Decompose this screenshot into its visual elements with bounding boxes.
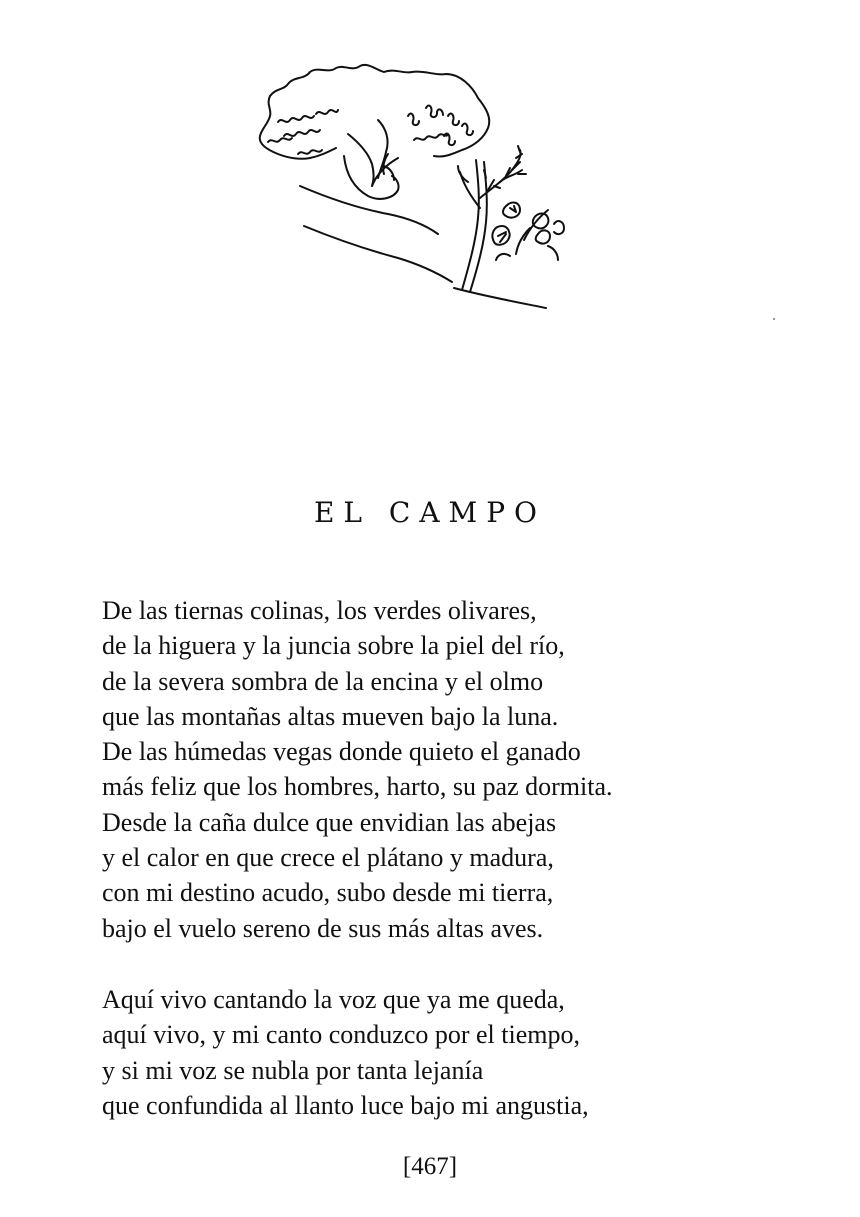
poem-line: De las tiernas colinas, los verdes olivares, — [102, 596, 537, 625]
poem-line: Desde la caña dulce que envidian las abejas — [102, 807, 557, 837]
tree-landscape-drawing-icon — [248, 58, 593, 320]
poem-line: con mi destino acudo, subo desde mi tierra, — [102, 878, 554, 908]
poem-line: que las montañas altas mueven bajo la luna. — [102, 701, 559, 731]
page-number: [467] — [402, 1153, 458, 1180]
poem-line: más feliz que los hombres, harto, su paz dormita. — [102, 772, 613, 802]
poem-line: De las húmedas vegas donde quieto el ganado — [102, 737, 581, 767]
poem-line: de la severa sombra de la encina y el olmo — [102, 666, 544, 696]
stanza — [102, 982, 802, 1123]
poem-title: EL CAMPO — [313, 496, 547, 529]
poem-line: y el calor en que crece el plátano y madura, — [102, 843, 554, 873]
poem-line: bajo el vuelo sereno de sus más altas aves. — [102, 913, 544, 943]
stanza — [102, 593, 802, 946]
poem-line: de la higuera y la juncia sobre la piel del río, — [102, 631, 565, 661]
poem-line: aquí vivo, y mi canto conduzco por el tiempo, — [102, 1020, 580, 1050]
scan-speck — [773, 318, 775, 320]
poem-line: Aquí vivo cantando la voz que ya me queda, — [102, 985, 565, 1014]
poem-line: y si mi voz se nubla por tanta lejanía — [102, 1055, 484, 1085]
poem-line: que confundida al llanto luce bajo mi angustia, — [102, 1090, 589, 1120]
